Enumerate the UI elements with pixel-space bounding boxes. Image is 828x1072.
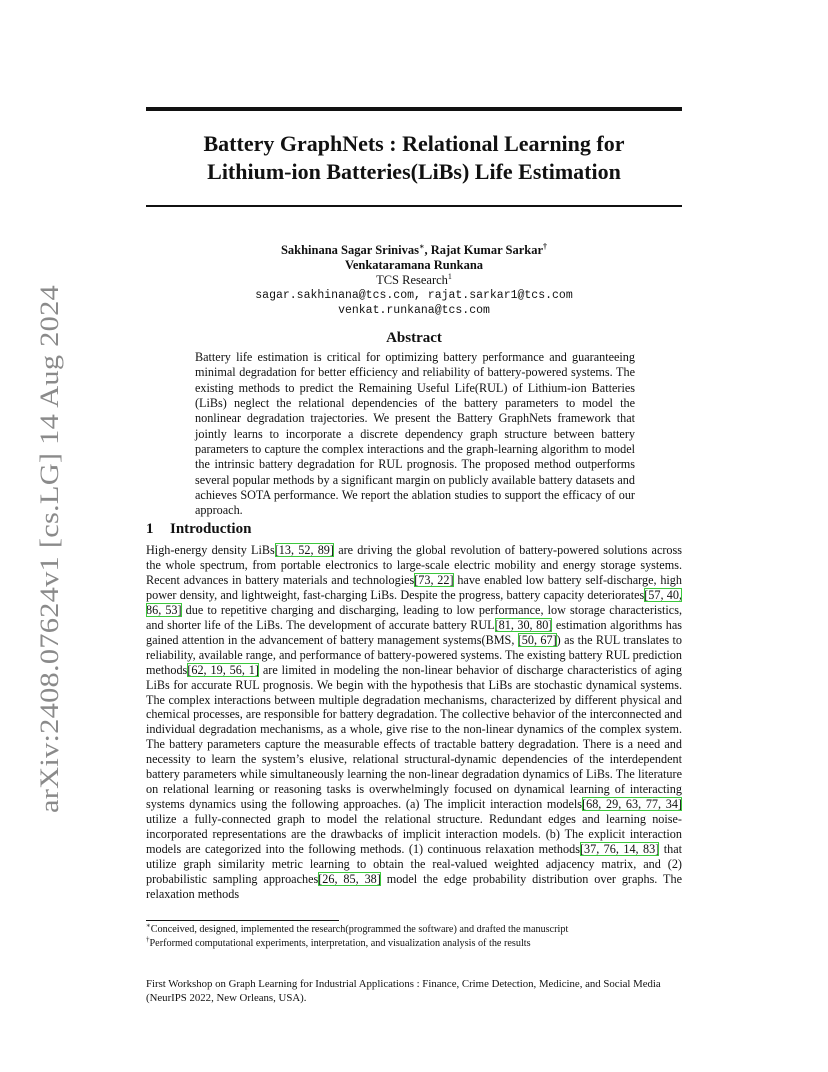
- abstract-heading: Abstract: [386, 330, 442, 346]
- footnote-2-mark: †: [146, 935, 150, 944]
- author-1-footnote-mark: ∗: [418, 241, 425, 251]
- title-line-2: Lithium-ion Batteries(LiBs) Life Estimation: [207, 159, 621, 184]
- footnote-2: [146, 937, 531, 950]
- citation-link[interactable]: [50, 67]: [517, 632, 557, 647]
- author-block: [146, 243, 682, 318]
- citation-link[interactable]: [62, 19, 56, 1]: [187, 662, 259, 677]
- intro-text: High-energy density LiBs: [146, 543, 275, 557]
- title-bottom-rule: [146, 205, 682, 207]
- intro-text: model the edge probability distribution over graphs. The relaxation methods: [146, 871, 682, 901]
- intro-text: estimation algorithms has gained attention in the advancement of battery management systems(BMS,: [146, 617, 683, 647]
- arxiv-identifier: arXiv:2408.07624v1 [cs.LG] 14 Aug 2024: [35, 362, 64, 813]
- citation-link[interactable]: [57, 40, 86, 53]: [146, 587, 682, 617]
- citation-link[interactable]: [68, 29, 63, 77, 34]: [582, 797, 682, 812]
- citation-link[interactable]: [73, 22]: [414, 572, 454, 587]
- footnote-2-text: Performed computational experiments, interpretation, and visualization analysis of the results: [149, 938, 531, 949]
- author-2-footnote-mark: †: [543, 241, 548, 251]
- intro-text: ) as the RUL translates to reliability, available range, and performance of battery-powered systems. The existing battery RUL prediction methods: [146, 632, 682, 677]
- section-heading: [146, 521, 251, 538]
- intro-text: due to repetitive charging and discharging, leading to low performance, low storage characteristics, and shorter life of the LiBs. The development of accurate battery RUL: [146, 602, 682, 632]
- intro-text: are driving the global revolution of battery-powered solutions across the whole spectrum, from portable electronics to large-scale electric mobility and energy storage systems. Recent advances in battery materials and technologies: [146, 543, 683, 587]
- introduction-paragraph: [146, 543, 682, 902]
- citation-link[interactable]: [26, 85, 38]: [318, 871, 381, 886]
- intro-text: utilize a fully-connected graph to model the relational structure. Redundant edges and learning noise-incorporated representations are the drawbacks of implicit interaction models. (b) The explicit interaction models are categorized into the following methods. (1) continuous relaxation methods: [146, 812, 682, 857]
- affiliation: [146, 273, 682, 288]
- citation-link[interactable]: [37, 76, 14, 83]: [579, 842, 660, 857]
- intro-text: have enabled low battery self-discharge, high power density, and lightweight, fast-charging LiBs. Despite the progress, battery capacity deteriorates: [146, 572, 682, 602]
- section-title: Introduction: [170, 521, 252, 537]
- arxiv-identifier-sidebar: [22, 283, 72, 813]
- intro-text: that utilize graph similarity metric learning to obtain the real-valued weighted adjacency matrix, and (2) probabilistic sampling approaches: [146, 842, 682, 886]
- author-emails-1: sagar.sakhinana@tcs.com, rajat.sarkar1@tcs.com: [255, 289, 573, 302]
- intro-text: are limited in modeling the non-linear behavior of discharge characteristics of aging LiBs for accurate RUL prognosis. We begin with the hypothesis that LiBs are stochastic dynamical systems. The complex interactions between multiple degradation mechanisms, characterized by different physical and chemical processes, are responsible for battery degradation. The collective behavior of the interconnected and individual degradation mechanisms, as a whole, give rise to the non-linear dynamics of the complex system. The battery parameters capture the measurable effects of tractable battery degradation. There is a need and necessity to learn the system’s elusive, relational structural-dynamic dependencies of the interdependent battery parameters while simultaneously learning the non-linear degradation dynamics of LiBs. The literature on relational learning or reasoning tasks is overwhelmingly focused on dynamical learning of interacting systems dynamics using the following approaches. (a) The implicit interaction models: [146, 662, 682, 812]
- title-line-1: Battery GraphNets : Relational Learning for: [203, 131, 625, 156]
- citation-link[interactable]: [81, 30, 80]: [494, 617, 553, 632]
- section-number: 1: [146, 521, 154, 537]
- abstract-text: Battery life estimation is critical for optimizing battery performance and guaranteeing minimal degradation for better efficiency and reliability of battery-powered systems. The existing methods to predict the Remaining Useful Life(RUL) of Lithium-ion Batteries (LiBs) neglect the relational dependencies of the battery parameters to model the nonlinear degradation trajectories. We present the Battery GraphNets framework that jointly learns to incorporate a discrete dependency graph structure between battery parameters to capture the complex interactions and the graph-learning algorithm to model the intrinsic battery degradation for RUL prognosis. The proposed method outperforms several popular methods by a significant margin on publicly available battery datasets and achieves SOTA performance. We report the ablation studies to support the efficacy of our approach.: [195, 350, 635, 518]
- author-1: Sakhinana Sagar Srinivas: [280, 243, 419, 257]
- footnote-1-text: Conceived, designed, implemented the research(programmed the software) and drafted the manuscript: [150, 924, 569, 935]
- title-top-rule: [146, 107, 682, 111]
- footnote-rule: [146, 920, 339, 921]
- affiliation-mark: 1: [447, 271, 452, 281]
- affiliation-name: TCS Research: [376, 273, 448, 287]
- author-2: Rajat Kumar Sarkar: [430, 243, 544, 257]
- author-3: Venkataramana Runkana: [344, 258, 484, 272]
- arxiv-identifier-graphic: [22, 283, 72, 813]
- author-emails-2: venkat.runkana@tcs.com: [338, 304, 490, 317]
- citation-link[interactable]: [13, 52, 89]: [274, 543, 334, 557]
- footnote-1: [146, 923, 568, 936]
- venue-footer: First Workshop on Graph Learning for Industrial Applications : Finance, Crime Detection, Medicine, and Social Media (NeurIPS 2022, New Orleans, USA).: [146, 978, 661, 1004]
- footnote-1-mark: ∗: [146, 921, 151, 930]
- paper-title: [146, 130, 682, 186]
- author-names: Sakhinana Sagar Srinivas∗, Rajat Kumar Sarkar†: [280, 241, 548, 257]
